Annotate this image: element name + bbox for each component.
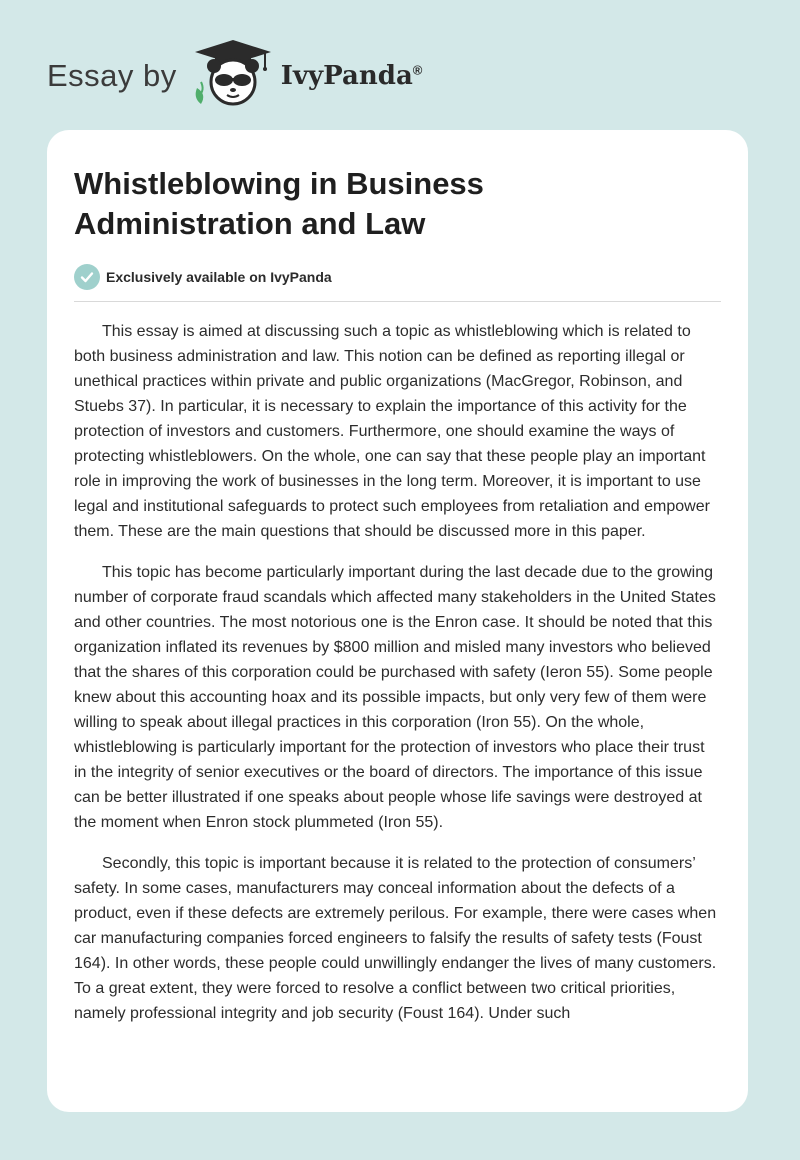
exclusive-badge	[74, 264, 721, 302]
registered-mark: ®	[412, 61, 423, 77]
essay-title: Whistleblowing in Business Administration and Law	[74, 166, 484, 241]
brand-name-text: IvyPanda	[280, 60, 413, 91]
site-header	[47, 38, 422, 113]
essay-card	[47, 130, 748, 1112]
essay-paragraph: This topic has become particularly important during the last decade due to the growing number of corporate fraud scandals which affected many stakeholders in the United States and other countries. The most notorious one is the Enron case. It should be noted that this organization inflated its revenues by $800 million and misled many investors who believed that the shares of this corporation could be purchased with safety (Ieron 55). Some people knew about this accounting hoax and its possible impacts, but only very few of them were willing to speak about illegal practices in this corporation (Iron 55). On the whole, whistleblowing is particularly important for the protection of investors who place their trust in the integrity of senior executives or the board of directors. The importance of this issue can be better illustrated if one speaks about people whose life savings were destroyed at the moment when Enron stock plummeted (Iron 55).	[74, 564, 716, 831]
essay-paragraph: This essay is aimed at discussing such a topic as whistleblowing which is related to both business administration and law. This notion can be defined as reporting illegal or unethical practices within private and public organizations (MacGregor, Robinson, and Stuebs 37). In particular, it is necessary to explain the importance of this activity for the protection of investors and customers. Furthermore, one should examine the ways of protecting whistleblowers. On the whole, one can say that these people play an important role in improving the work of businesses in the long term. Moreover, it is important to use legal and institutional safeguards to protect such employees from retaliation and empower them. These are the main questions that should be discussed more in this paper.	[74, 323, 710, 540]
essay-paragraph: Secondly, this topic is important because it is related to the protection of consumers’ safety. In some cases, manufacturers may conceal information about the defects of a product, even if these defects are extremely perilous. For example, there were cases when car manufacturing companies forced engineers to falsify the results of safety tests (Foust 164). In other words, these people could unwillingly endanger the lives of many customers. To a great extent, they were forced to resolve a conflict between two critical priorities, namely professional integrity and job security (Foust 164). Under such	[74, 855, 717, 1022]
essay-body	[74, 319, 721, 1026]
checkmark-icon	[74, 264, 100, 290]
exclusive-badge-text: Exclusively available on IvyPanda	[106, 269, 332, 285]
panda-logo-icon[interactable]	[191, 38, 275, 113]
essay-by-label: Essay by	[47, 57, 177, 93]
brand-name[interactable]	[281, 61, 423, 91]
